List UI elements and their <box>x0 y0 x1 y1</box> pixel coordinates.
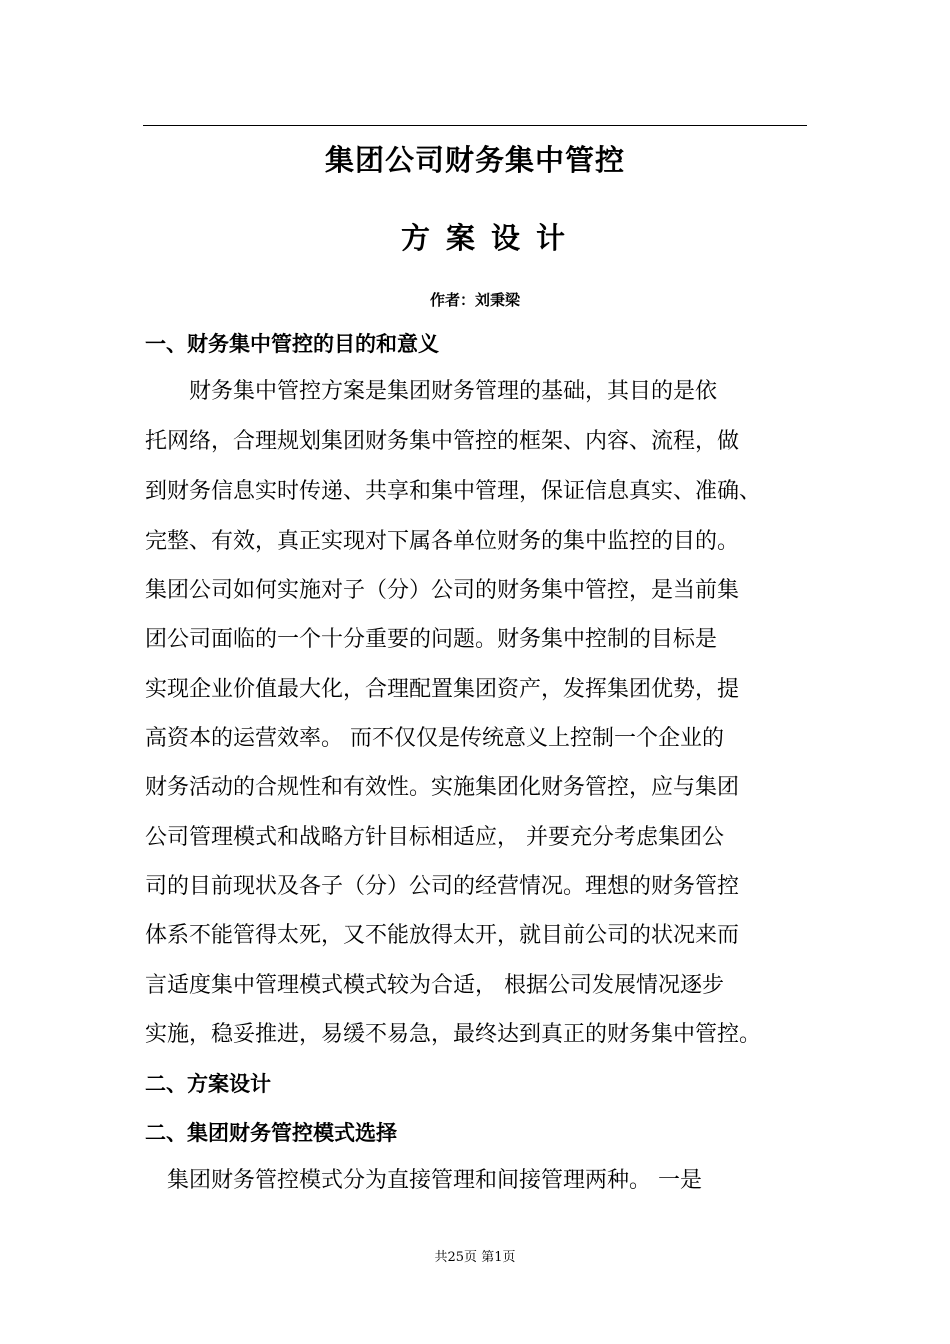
paragraph-line: 言适度集中管理模式模式较为合适， 根据公司发展情况逐步 <box>145 973 724 998</box>
paragraph-line: 体系不能管得太死，又不能放得太开，就目前公司的状况来而 <box>145 923 740 948</box>
paragraph-line: 高资本的运营效率。 而不仅仅是传统意义上控制一个企业的 <box>145 726 724 751</box>
paragraph-line: 集团财务管控模式分为直接管理和间接管理两种。 一是 <box>145 1168 702 1193</box>
author-line: 作者：刘秉梁 <box>429 291 520 309</box>
paragraph-line: 财务活动的合规性和有效性。实施集团化财务管控，应与集团 <box>145 775 740 800</box>
paragraph-line: 司的目前现状及各子（分）公司的经营情况。理想的财务管控 <box>145 874 740 899</box>
section-heading-3: 二、集团财务管控模式选择 <box>145 1121 397 1145</box>
paragraph-line: 完整、有效，真正实现对下属各单位财务的集中监控的目的。 <box>145 529 740 554</box>
section-heading-1: 一、财务集中管控的目的和意义 <box>145 332 439 356</box>
paragraph-line: 集团公司如何实施对子（分）公司的财务集中管控，是当前集 <box>145 578 740 603</box>
header-rule <box>143 125 807 126</box>
paragraph-line: 托网络，合理规划集团财务集中管控的框架、内容、流程，做 <box>145 429 740 454</box>
page-footer: 共25页 第1页 <box>434 1250 516 1265</box>
paragraph-line: 公司管理模式和战略方针目标相适应， 并要充分考虑集团公 <box>145 825 724 850</box>
paragraph-line: 团公司面临的一个十分重要的问题。财务集中控制的目标是 <box>145 627 718 652</box>
paragraph-line: 财务集中管控方案是集团财务管理的基础，其目的是依 <box>145 379 718 404</box>
paragraph-line: 到财务信息实时传递、共享和集中管理，保证信息真实、准确、 <box>145 479 762 504</box>
document-title: 集团公司财务集中管控 <box>324 143 625 177</box>
paragraph-line: 实现企业价值最大化，合理配置集团资产，发挥集团优势，提 <box>145 677 740 702</box>
paragraph-line: 实施，稳妥推进，易缓不易急，最终达到真正的财务集中管控。 <box>145 1022 762 1047</box>
section-heading-2: 二、方案设计 <box>145 1072 271 1096</box>
document-subtitle: 方案设计 <box>400 221 581 255</box>
